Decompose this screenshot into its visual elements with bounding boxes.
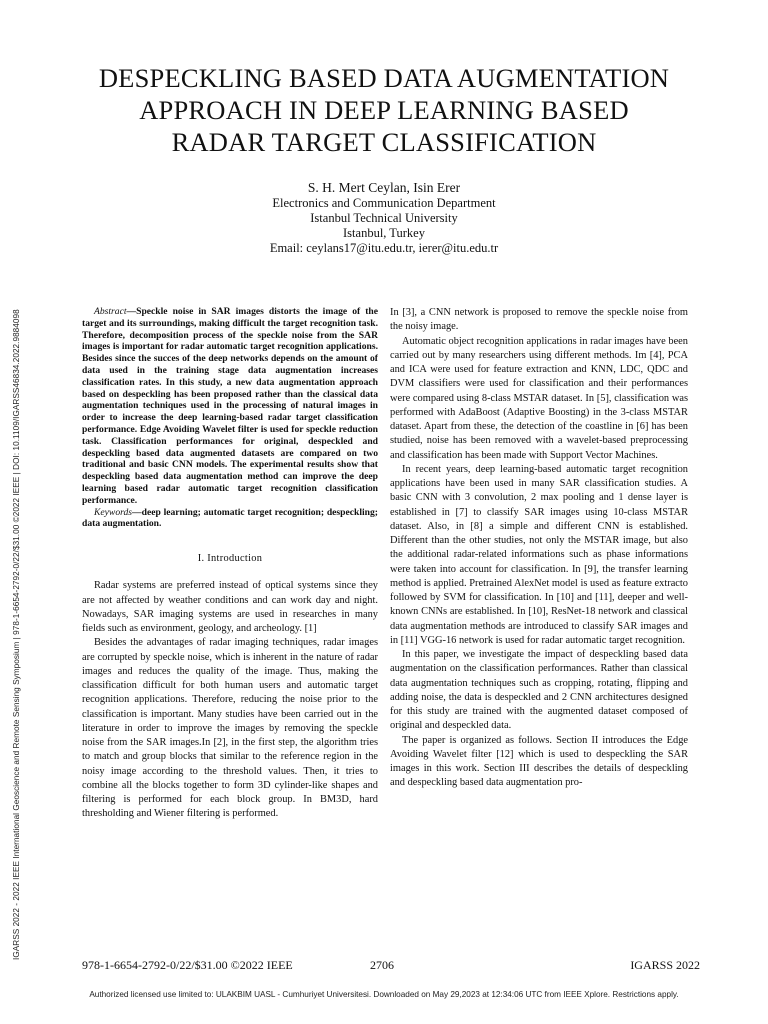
doi-sidebar: IGARSS 2022 - 2022 IEEE International Geoscience and Remote Sensing Symposium | 978-1-6654-2792-0/22/$31.00 ©2022 IEEE | DOI: 10.1109/IGARSS46834.2022.9884098 xyxy=(12,309,21,960)
right-paragraph-5: The paper is organized as follows. Section II introduces the Edge Avoiding Wavelet filter [12] which is used to despeckling the SAR images in this work. Section III describes the details of despeckling and despeckling based data augmentation pro- xyxy=(390,734,688,789)
title-line-2: APPROACH IN DEEP LEARNING BASED xyxy=(139,95,629,125)
right-paragraph-2: Automatic object recognition applications in radar images have been carried out by many researchers using different methods. Im [4], PCA and ICA were used for feature extraction and KNN, LDC, QDC and DVM classifiers were used for classification and their performances were compared using 8-class MSTAR dataset. In [5], classification was performed with AdaBoost (Adaptive Boosting) in the 3-class MSTAR dataset. Apart from these, the detection of the coastline in [6] has been studied, noise has been removed with a wavelet-based preprocessing and classification has been made with Support Vector Machines. xyxy=(390,335,688,461)
keywords-label: Keywords xyxy=(94,506,133,518)
footer-copyright: 978-1-6654-2792-0/22/$31.00 ©2022 IEEE xyxy=(82,958,293,972)
abstract-label: Abstract xyxy=(94,306,127,317)
right-paragraph-1: In [3], a CNN network is proposed to remove the speckle noise from the noisy image. xyxy=(390,307,688,333)
footer-page-number: 2706 xyxy=(370,958,394,972)
affiliation-department: Electronics and Communication Department xyxy=(272,196,496,210)
author-names: S. H. Mert Ceylan, Isin Erer xyxy=(307,180,461,195)
right-paragraph-4: In this paper, we investigate the impact of despeckling based data augmentation on the classification performances. Rather than classical data augmentation techniques such as cropping, rotating, flipping and adding noise, the data is despeckled and 2 CNN architectures designed for this study are trained with the augmented dataset composed of original and despeckled data. xyxy=(390,649,688,732)
keywords-text: —deep learning; automatic target recognition; despeckling; data augmentation. xyxy=(82,506,378,530)
authorization-note: Authorized licensed use limited to: ULAKBIM UASL - Cumhuriyet Universitesi. Downloaded on May 29,2023 at 12:34:06 UTC from IEEE Xplore. Restrictions apply. xyxy=(89,990,679,999)
affiliation-university: Istanbul Technical University xyxy=(310,211,458,225)
title-line-3: RADAR TARGET CLASSIFICATION xyxy=(171,127,597,157)
paper-title xyxy=(40,62,728,158)
abstract xyxy=(82,306,378,507)
right-paragraph-3: In recent years, deep learning-based automatic target recognition applications have been used in many SAR classification studies. A basic CNN with 3 convolution, 2 max pooling and 1 dense layer is established in [7] to classify SAR images using 10-class MSTAR dataset. Also, in [8] a simple and different CNN is established. Different than the other studies, not only the MSTAR image, but also the additional radar-related informations such as phase informations were taken into account for classification. In [9], the transfer learning method is applied. Pretrained AlexNet model is used as feature extracto followed by SVM for classification. In [10] and [11], deeper and well-known CNNs are established. In [10], ResNet-18 network and classical data augmentation methods are introduced to classify SAR images and in [11] VGG-16 network is used for radar automatic target recognition. xyxy=(390,463,688,646)
intro-paragraph-2: Besides the advantages of radar imaging techniques, radar images are corrupted by speckle noise, which is inherent in the nature of radar images and reduces the quality of the image. Thus, making the classification difficult for both human users and automatic target recognition applications. Therefore, reducing the noise prior to the classification is important. Many studies have been carried out in the literature in order to improve the images by removing the speckle noise from the SAR images.In [2], in the first step, the algorithm tries to match and group blocks that similar to the reference region in the noisy image according to the threshold values. Then, it tries to combine all the blocks together to form 3D cylinder-like shapes and filtering is performed for each block group. In BM3D, hard thresholding and Wiener filtering is performed. xyxy=(82,637,378,820)
author-block xyxy=(0,180,768,256)
footer-conference: IGARSS 2022 xyxy=(630,958,700,972)
right-column xyxy=(390,306,688,791)
title-line-1: DESPECKLING BASED DATA AUGMENTATION xyxy=(98,63,670,93)
keywords xyxy=(82,507,378,531)
abstract-text: —Speckle noise in SAR images distorts the image of the target and its surroundings, making difficult the target recognition task. Therefore, decomposition process of the speckle noise from the SAR images is important for radar automatic target recognition applications. Besides since the succes of the deep networks depends on the amount of data used in the training stage data augmentation increases classification rates. In this study, a new data augmentation approach based on despeckling has been proposed rather than the classical data augmentation techniques used in the processing of natural images in order to increase the deep learning-based radar target classification performance. Edge Avoiding Wavelet filter is used for speckle reduction task. Classification performances for original, despeckled and despeckling based data augmented datasets are compared on two traditional and basic CNN models. The experimental results show that despeckling based data augmentation method can improve the deep learning based radar automatic target recognition classification performance. xyxy=(82,306,378,506)
author-email: Email: ceylans17@itu.edu.tr, ierer@itu.edu.tr xyxy=(269,241,499,255)
section-heading-introduction: I. Introduction xyxy=(197,553,263,565)
intro-paragraph-1: Radar systems are preferred instead of optical systems since they are not affected by weather conditions and can work day and night. Nowadays, SAR imaging systems are used in researches in many fields such as environment, geology, and archeology. [1] xyxy=(82,580,378,635)
left-column xyxy=(82,306,378,822)
affiliation-location: Istanbul, Turkey xyxy=(343,226,425,240)
